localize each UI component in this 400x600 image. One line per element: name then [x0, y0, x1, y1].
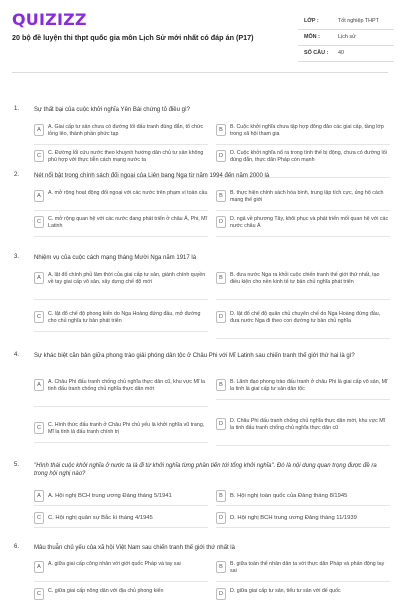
option-text: D. ngả về phương Tây, khôi phục và phát triển mối quan hệ với các nước châu Á [230, 216, 389, 230]
question-text: "Hình thái cuộc khởi nghĩa ở nước ta là đi từ khởi nghĩa từng phần tiến tới tổng khởi nghĩa". Đó là nội dung quan trọng được đề ra trong hội nghị nào? [34, 463, 377, 478]
option-text: D. lật đổ chế độ quân chủ chuyên chế do Nga Hoàng đứng đầu, đưa nước Nga đi theo con đường tư bản chủ nghĩa [230, 311, 381, 325]
question-3 [0, 254, 400, 340]
meta-key: LỚP : [304, 18, 319, 24]
option-underline [216, 505, 390, 506]
question-number: 6. [14, 544, 20, 550]
option-underline [34, 442, 208, 443]
option-text: B. Hội nghị toàn quốc của Đảng tháng 8/1945 [230, 493, 348, 499]
option-text: B. thực hiện chính sách hòa bình, trung lập tích cực, ủng hộ cách mạng thế giới [230, 190, 384, 204]
option-letter-box: B [216, 561, 226, 573]
option-letter-box: D [216, 418, 226, 430]
option-text: B. giữa toàn thể nhân dân ta với thực dân Pháp và phản động tay sai [230, 561, 385, 575]
option-letter-box: C [34, 216, 44, 228]
option-letter-box: A [34, 124, 44, 136]
option-underline [216, 299, 390, 300]
question-text: Nhiệm vụ của cuộc cách mạng tháng Mười Nga năm 1917 là [34, 255, 197, 261]
question-6 [0, 544, 400, 600]
question-2 [0, 172, 400, 242]
meta-value: 40 [338, 50, 344, 56]
option-text: D. Châu Phi đấu tranh chống chủ nghĩa thực dân mới, khu vực Mĩ la tinh đấu tranh chống chủ nghĩa thực dân cũ [230, 418, 386, 432]
option-text: B. đưa nước Nga ra khỏi cuộc chiến tranh thế giới thứ nhất, tạo điều kiện cho nền kinh tế tư bản chủ nghĩa phát triển [230, 272, 380, 286]
option-text: B. Cuộc khởi nghĩa chưa tập hợp đông đảo các giai cấp, tầng lớp trong xã hội tham gia [230, 124, 384, 138]
quizizz-logo: QUIZIZZ [12, 10, 87, 29]
option-letter-box: D [216, 311, 226, 323]
option-text: D. Cuộc khởi nghĩa nổ ra trong tình thế bị động, chưa có đường lối đúng đắn, thực dân Pháp còn mạnh [230, 150, 387, 164]
question-number: 5. [14, 462, 20, 468]
option-text: A. lật đổ chính phủ lâm thời của giai cấp tư sản, giành chính quyền về tay giai cấp vô sản, xây dựng chế độ mới [48, 272, 206, 286]
option-underline [34, 581, 208, 582]
question-text: Sự thất bại của cuộc khởi nghĩa Yên Bái chứng tỏ điều gì? [34, 107, 190, 113]
option-underline [34, 505, 208, 506]
option-letter-box: A [34, 190, 44, 202]
option-letter-box: A [34, 272, 44, 284]
page-title: 20 bộ đề luyện thi thpt quốc gia môn Lịch Sử mới nhất có đáp án (P17) [12, 33, 254, 42]
option-underline [216, 399, 390, 400]
option-underline [34, 236, 208, 237]
option-text: A. mở rộng hoạt động đối ngoại với các nước trên phạm vi toàn cầu [48, 190, 208, 196]
option-letter-box: D [216, 588, 226, 600]
question-5 [0, 462, 400, 532]
option-letter-box: C [34, 512, 44, 524]
meta-row-subject [298, 30, 394, 46]
question-text: Sự khác biệt căn bản giữa phong trào giải phóng dân tộc ở Châu Phi với Mĩ Latinh sau chiến tranh thế giới thứ hai là gì? [34, 353, 355, 359]
option-letter-box: B [216, 124, 226, 136]
meta-value: Lịch sử [338, 34, 356, 40]
question-text: Nét nổi bật trong chính sách đối ngoại của Liên bang Nga từ năm 1994 đến năm 2000 là [34, 173, 270, 179]
option-letter-box: C [34, 150, 44, 162]
option-underline [34, 299, 208, 300]
option-underline [216, 338, 390, 339]
option-underline [34, 406, 208, 407]
option-text: A. giữa giai cấp công nhân với giới quốc Pháp và tay sai [48, 561, 181, 567]
meta-key: MÔN : [304, 34, 320, 40]
option-underline [34, 144, 208, 145]
option-underline [34, 331, 208, 332]
meta-key: SỐ CÂU : [304, 50, 329, 56]
question-number: 3. [14, 254, 20, 260]
option-text: C. Hội nghị quân sự Bắc kì tháng 4/1945 [48, 515, 153, 521]
option-letter-box: B [216, 490, 226, 502]
option-underline [216, 581, 390, 582]
divider [12, 72, 388, 73]
option-letter-box: C [34, 311, 44, 323]
option-underline [216, 445, 390, 446]
question-text: Mâu thuẫn chủ yếu của xã hội Việt Nam sau chiến tranh thế giới thứ nhất là [34, 545, 235, 551]
option-underline [34, 527, 208, 528]
option-letter-box: D [216, 150, 226, 162]
option-letter-box: C [34, 422, 44, 434]
option-letter-box: B [216, 272, 226, 284]
option-text: D. Hội nghị BCH trung ương Đảng tháng 11/1939 [230, 515, 357, 521]
meta-table [298, 14, 394, 62]
question-number: 1. [14, 106, 20, 112]
meta-row-class [298, 14, 394, 30]
option-letter-box: A [34, 561, 44, 573]
option-letter-box: C [34, 588, 44, 600]
option-letter-box: D [216, 216, 226, 228]
meta-row-count [298, 46, 394, 62]
question-4 [0, 352, 400, 450]
option-underline [216, 144, 390, 145]
question-number: 4. [14, 352, 20, 358]
page-header [0, 0, 400, 72]
option-text: C. Hình thức đấu tranh ở Châu Phi chủ yếu là khởi nghĩa vũ trang, Mĩ la tinh là đấu tranh chính trị [48, 422, 205, 436]
option-text: C. mở rộng quan hệ với các nước đang phát triển ở châu Á, Phi, Mĩ Latinh [48, 216, 208, 230]
option-text: B. Lãnh đạo phong trào đấu tranh ở châu Phi là giai cấp vô sản, Mĩ la tinh là giai cấp tư sản dân tộc [230, 379, 388, 393]
option-text: C. giữa giai cấp nông dân với địa chủ phong kiến [48, 588, 164, 594]
option-letter-box: A [34, 490, 44, 502]
meta-value: Tốt nghiệp THPT [338, 18, 379, 24]
option-letter-box: B [216, 190, 226, 202]
option-text: C. Đường lối cứu nước theo khuynh hướng dân chủ tư sản không phù hợp với thực tiễn cách mạng nước ta [48, 150, 204, 164]
option-text: C. lật đổ chế độ phong kiến do Nga Hoàng đứng đầu, mở đường cho chủ nghĩa tư bản phát triển [48, 311, 201, 325]
option-letter-box: D [216, 512, 226, 524]
option-letter-box: A [34, 379, 44, 391]
option-underline [216, 210, 390, 211]
option-underline [216, 236, 390, 237]
option-underline [216, 527, 390, 528]
question-number: 2. [14, 172, 20, 178]
option-letter-box: B [216, 379, 226, 391]
option-text: A. Giai cấp tư sản chưa có đường lối đấu tranh đúng đắn, tổ chức lỏng lẻo, thành phần phức tạp [48, 124, 204, 138]
option-text: D. giữa giai cấp tư sản, tiểu tư sản với đế quốc [230, 588, 341, 594]
option-underline [34, 210, 208, 211]
option-text: A. Hội nghị BCH trung ương Đảng tháng 5/1941 [48, 493, 172, 499]
question-1 [0, 106, 400, 164]
option-text: A. Châu Phi đấu tranh chống chủ nghĩa thực dân cũ, khu vực Mĩ la tinh đấu tranh chống chủ nghĩa thực dân mới [48, 379, 205, 393]
